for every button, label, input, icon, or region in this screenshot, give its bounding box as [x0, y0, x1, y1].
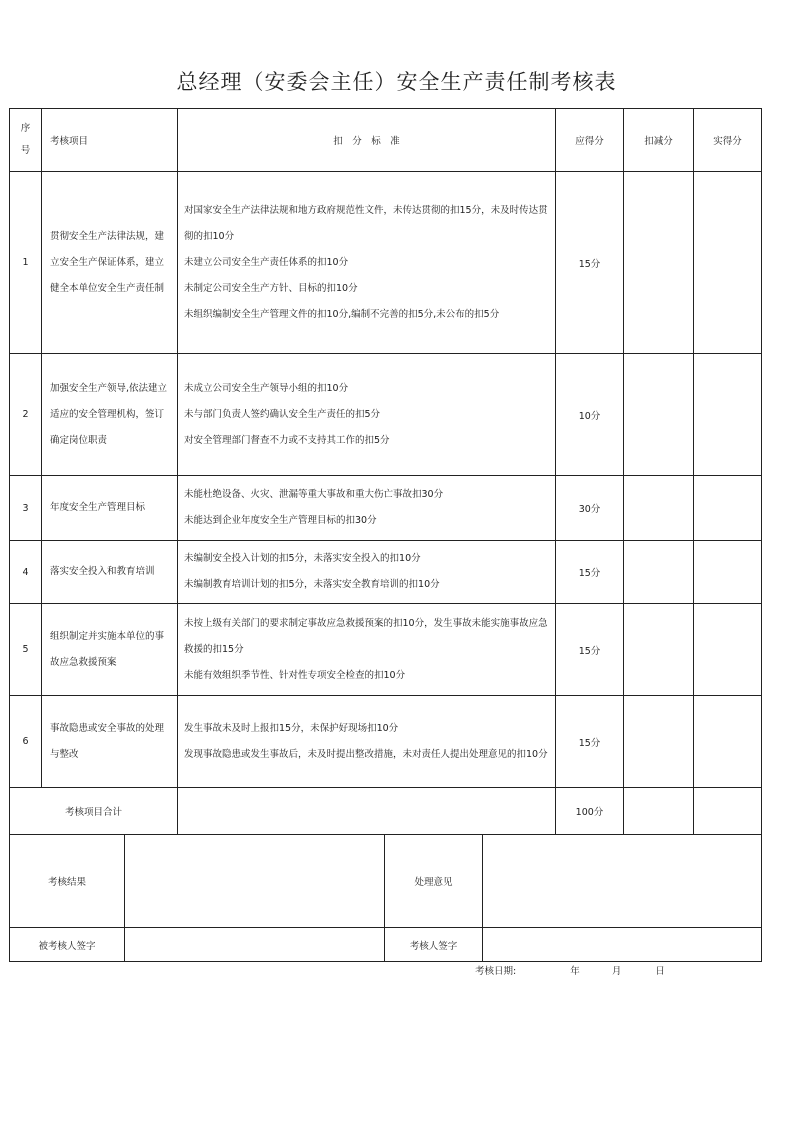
row-deduct-cell[interactable] — [624, 354, 694, 476]
header-seq: 序 号 — [10, 109, 42, 172]
signature-table — [9, 834, 762, 962]
date-month: 月 — [611, 966, 622, 977]
opinion-label: 处理意见 — [385, 835, 483, 928]
row-actual-cell[interactable] — [694, 604, 762, 696]
row-criteria — [178, 696, 556, 788]
row-deduct-cell[interactable] — [624, 172, 694, 354]
row-actual-cell[interactable] — [694, 172, 762, 354]
row-seq: 6 — [10, 696, 42, 788]
row-criteria — [178, 541, 556, 604]
result-row — [10, 835, 762, 928]
assessor-sign-field[interactable] — [483, 928, 762, 962]
criteria-line: 对国家安全生产法律法规和地方政府规范性文件，未传达贯彻的扣15分，未及时传达贯彻的扣10分 — [184, 204, 548, 242]
criteria-line: 未建立公司安全生产责任体系的扣10分 — [184, 256, 349, 268]
date-year: 年 — [570, 966, 580, 977]
row-actual-cell[interactable] — [694, 696, 762, 788]
criteria-line: 未成立公司安全生产领导小组的扣10分 — [184, 382, 349, 394]
header-item: 考核项目 — [42, 109, 178, 172]
table-row — [10, 172, 762, 354]
assessee-sign-label: 被考核人签字 — [10, 928, 125, 962]
assessment-date — [475, 963, 665, 977]
result-label: 考核结果 — [10, 835, 125, 928]
table-row — [10, 541, 762, 604]
row-score: 15分 — [556, 541, 624, 604]
signature-row — [10, 928, 762, 962]
row-seq: 3 — [10, 476, 42, 541]
row-actual-cell[interactable] — [694, 541, 762, 604]
row-score: 15分 — [556, 172, 624, 354]
criteria-line: 未与部门负责人签约确认安全生产责任的扣5分 — [184, 408, 381, 420]
criteria-line: 未编制安全投入计划的扣5分，未落实安全投入的扣10分 — [184, 553, 421, 564]
row-item: 加强安全生产领导,依法建立适应的安全管理机构，签订确定岗位职责 — [42, 354, 178, 476]
row-deduct-cell[interactable] — [624, 696, 694, 788]
total-row — [10, 788, 762, 835]
table-row — [10, 476, 762, 541]
criteria-line: 未能达到企业年度安全生产管理目标的扣30分 — [184, 515, 377, 526]
row-item: 年度安全生产管理目标 — [42, 476, 178, 541]
row-deduct-cell[interactable] — [624, 541, 694, 604]
criteria-line: 未组织编制安全生产管理文件的扣10分,编制不完善的扣5分,未公布的扣5分 — [184, 308, 500, 320]
assessment-table — [9, 108, 762, 835]
row-item: 贯彻安全生产法律法规，建立安全生产保证体系，建立健全本单位安全生产责任制 — [42, 172, 178, 354]
criteria-line: 发现事故隐患或发生事故后，未及时提出整改措施，未对责任人提出处理意见的扣10分 — [184, 748, 548, 760]
assessee-sign-field[interactable] — [125, 928, 385, 962]
page-title: 总经理（安委会主任）安全生产责任制考核表 — [176, 70, 617, 94]
row-seq: 1 — [10, 172, 42, 354]
row-score: 10分 — [556, 354, 624, 476]
assessor-sign-label: 考核人签字 — [385, 928, 483, 962]
header-row — [10, 109, 762, 172]
row-score: 15分 — [556, 696, 624, 788]
total-score: 100分 — [556, 788, 624, 835]
row-seq: 2 — [10, 354, 42, 476]
row-criteria — [178, 172, 556, 354]
total-criteria-cell — [178, 788, 556, 835]
header-actual: 实得分 — [694, 109, 762, 172]
total-label: 考核项目合计 — [10, 788, 178, 835]
header-criteria: 扣 分 标 准 — [178, 109, 556, 172]
row-actual-cell[interactable] — [694, 476, 762, 541]
row-seq: 4 — [10, 541, 42, 604]
row-seq: 5 — [10, 604, 42, 696]
row-criteria — [178, 604, 556, 696]
row-score: 30分 — [556, 476, 624, 541]
criteria-line: 未能杜绝设备、火灾、泄漏等重大事故和重大伤亡事故扣30分 — [184, 489, 444, 500]
row-criteria — [178, 354, 556, 476]
header-deduct: 扣减分 — [624, 109, 694, 172]
row-item: 事故隐患或安全事故的处理与整改 — [42, 696, 178, 788]
criteria-line: 对安全管理部门督查不力或不支持其工作的扣5分 — [184, 434, 390, 446]
row-item: 落实安全投入和教育培训 — [42, 541, 178, 604]
table-row — [10, 604, 762, 696]
row-item: 组织制定并实施本单位的事故应急救援预案 — [42, 604, 178, 696]
row-actual-cell[interactable] — [694, 354, 762, 476]
total-actual-cell[interactable] — [694, 788, 762, 835]
row-deduct-cell[interactable] — [624, 604, 694, 696]
criteria-line: 未按上级有关部门的要求制定事故应急救援预案的扣10分，发生事故未能实施事故应急救援的扣15分 — [184, 617, 548, 655]
row-score: 15分 — [556, 604, 624, 696]
date-label: 考核日期: — [475, 966, 517, 977]
date-day: 日 — [655, 966, 665, 977]
table-row — [10, 354, 762, 476]
criteria-line: 发生事故未及时上报扣15分，未保护好现场扣10分 — [184, 722, 399, 734]
criteria-line: 未编制教育培训计划的扣5分，未落实安全教育培训的扣10分 — [184, 579, 440, 590]
opinion-field[interactable] — [483, 835, 762, 928]
criteria-line: 未能有效组织季节性、针对性专项安全检查的扣10分 — [184, 669, 406, 681]
result-field[interactable] — [125, 835, 385, 928]
header-score: 应得分 — [556, 109, 624, 172]
row-deduct-cell[interactable] — [624, 476, 694, 541]
total-deduct-cell[interactable] — [624, 788, 694, 835]
table-row — [10, 696, 762, 788]
row-criteria — [178, 476, 556, 541]
criteria-line: 未制定公司安全生产方针、目标的扣10分 — [184, 282, 358, 294]
